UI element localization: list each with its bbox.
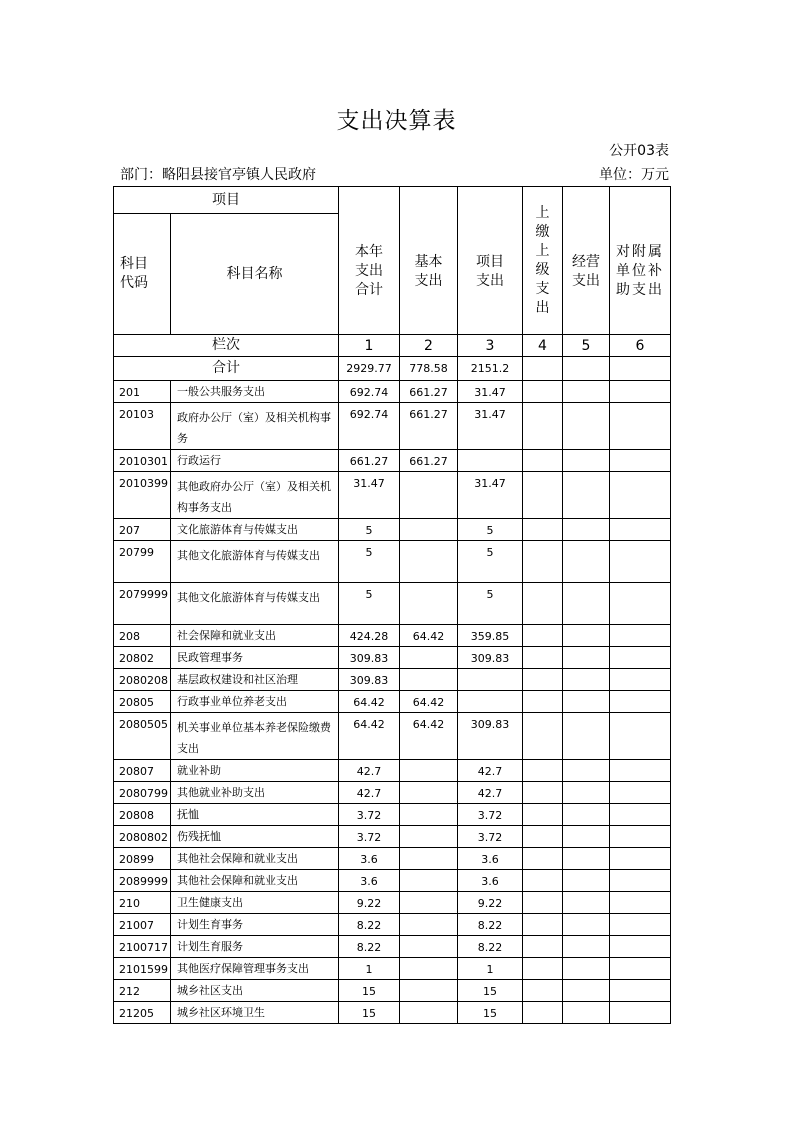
row-value bbox=[610, 669, 671, 691]
total-value: 2151.2 bbox=[458, 357, 523, 381]
row-value: 42.7 bbox=[458, 782, 523, 804]
row-value bbox=[563, 625, 610, 647]
table-row bbox=[114, 583, 671, 625]
row-value bbox=[523, 519, 563, 541]
row-value bbox=[523, 669, 563, 691]
row-value bbox=[523, 958, 563, 980]
total-value: 778.58 bbox=[400, 357, 458, 381]
lanci-num: 2 bbox=[400, 335, 458, 357]
row-value: 15 bbox=[339, 1002, 400, 1024]
row-value bbox=[400, 804, 458, 826]
row-value bbox=[563, 760, 610, 782]
row-name: 其他医疗保障管理事务支出 bbox=[171, 958, 339, 980]
row-value: 692.74 bbox=[339, 403, 400, 450]
table-row bbox=[114, 892, 671, 914]
header-col4: 上缴上级支出 bbox=[523, 187, 563, 335]
row-value: 5 bbox=[339, 583, 400, 625]
row-value: 9.22 bbox=[458, 892, 523, 914]
row-value: 8.22 bbox=[339, 914, 400, 936]
row-value bbox=[610, 625, 671, 647]
total-row bbox=[114, 357, 671, 381]
row-value bbox=[610, 519, 671, 541]
row-code: 2080802 bbox=[114, 826, 171, 848]
row-value: 1 bbox=[339, 958, 400, 980]
table-row bbox=[114, 958, 671, 980]
row-code: 20808 bbox=[114, 804, 171, 826]
table-row bbox=[114, 647, 671, 669]
row-value bbox=[523, 713, 563, 760]
lanci-row bbox=[114, 335, 671, 357]
row-value: 31.47 bbox=[339, 472, 400, 519]
row-code: 2080208 bbox=[114, 669, 171, 691]
row-value bbox=[610, 870, 671, 892]
row-value bbox=[610, 760, 671, 782]
row-value bbox=[523, 381, 563, 403]
row-value bbox=[563, 472, 610, 519]
row-value bbox=[400, 519, 458, 541]
row-name: 基层政权建设和社区治理 bbox=[171, 669, 339, 691]
header-col5: 经营支出 bbox=[563, 187, 610, 335]
row-value: 661.27 bbox=[400, 381, 458, 403]
row-value bbox=[563, 958, 610, 980]
table-row bbox=[114, 472, 671, 519]
row-name: 行政事业单位养老支出 bbox=[171, 691, 339, 713]
row-value: 309.83 bbox=[339, 647, 400, 669]
row-value bbox=[400, 826, 458, 848]
row-value: 42.7 bbox=[458, 760, 523, 782]
row-value: 309.83 bbox=[458, 713, 523, 760]
row-value bbox=[400, 472, 458, 519]
total-value bbox=[523, 357, 563, 381]
row-value: 3.6 bbox=[458, 870, 523, 892]
row-value bbox=[563, 691, 610, 713]
row-value bbox=[523, 914, 563, 936]
lanci-num: 5 bbox=[563, 335, 610, 357]
row-value bbox=[523, 1002, 563, 1024]
lanci-num: 1 bbox=[339, 335, 400, 357]
unit-label: 单位：万元 bbox=[599, 167, 669, 183]
row-value: 5 bbox=[458, 519, 523, 541]
row-value bbox=[523, 936, 563, 958]
row-value bbox=[400, 1002, 458, 1024]
row-name: 政府办公厅（室）及相关机构事务 bbox=[171, 403, 339, 450]
row-value: 8.22 bbox=[339, 936, 400, 958]
row-value bbox=[563, 381, 610, 403]
row-value bbox=[563, 848, 610, 870]
lanci-num: 3 bbox=[458, 335, 523, 357]
row-value bbox=[400, 870, 458, 892]
row-value bbox=[563, 1002, 610, 1024]
page-title: 支出决算表 bbox=[336, 108, 457, 134]
row-value: 42.7 bbox=[339, 782, 400, 804]
row-value bbox=[458, 691, 523, 713]
row-name: 其他就业补助支出 bbox=[171, 782, 339, 804]
row-value bbox=[400, 958, 458, 980]
row-code: 20805 bbox=[114, 691, 171, 713]
total-value: 2929.77 bbox=[339, 357, 400, 381]
row-value: 309.83 bbox=[339, 669, 400, 691]
row-value bbox=[458, 669, 523, 691]
table-row bbox=[114, 625, 671, 647]
row-value bbox=[563, 669, 610, 691]
row-code: 20103 bbox=[114, 403, 171, 450]
row-value bbox=[610, 403, 671, 450]
row-value: 3.72 bbox=[339, 826, 400, 848]
row-value: 309.83 bbox=[458, 647, 523, 669]
row-code: 2100717 bbox=[114, 936, 171, 958]
row-name: 文化旅游体育与传媒支出 bbox=[171, 519, 339, 541]
row-name: 一般公共服务支出 bbox=[171, 381, 339, 403]
table-row bbox=[114, 936, 671, 958]
row-name: 其他文化旅游体育与传媒支出 bbox=[171, 541, 339, 583]
department-label: 部门：略阳县接官亭镇人民政府 bbox=[120, 167, 316, 183]
row-code: 20799 bbox=[114, 541, 171, 583]
row-name: 城乡社区支出 bbox=[171, 980, 339, 1002]
row-value: 661.27 bbox=[400, 450, 458, 472]
row-name: 社会保障和就业支出 bbox=[171, 625, 339, 647]
row-code: 201 bbox=[114, 381, 171, 403]
table-row bbox=[114, 1002, 671, 1024]
row-value: 31.47 bbox=[458, 403, 523, 450]
table-row bbox=[114, 782, 671, 804]
row-name: 计划生育服务 bbox=[171, 936, 339, 958]
row-name: 城乡社区环境卫生 bbox=[171, 1002, 339, 1024]
total-value bbox=[610, 357, 671, 381]
row-value: 5 bbox=[458, 541, 523, 583]
row-value: 5 bbox=[339, 519, 400, 541]
row-code: 212 bbox=[114, 980, 171, 1002]
row-value bbox=[610, 804, 671, 826]
row-value: 3.72 bbox=[458, 804, 523, 826]
row-value bbox=[400, 647, 458, 669]
row-value bbox=[563, 450, 610, 472]
row-name: 伤残抚恤 bbox=[171, 826, 339, 848]
row-value bbox=[563, 804, 610, 826]
row-value bbox=[610, 958, 671, 980]
row-value bbox=[400, 936, 458, 958]
row-name: 机关事业单位基本养老保险缴费支出 bbox=[171, 713, 339, 760]
table-row bbox=[114, 980, 671, 1002]
row-value bbox=[610, 472, 671, 519]
row-value: 3.72 bbox=[458, 826, 523, 848]
row-value: 424.28 bbox=[339, 625, 400, 647]
row-value bbox=[523, 450, 563, 472]
row-value bbox=[563, 914, 610, 936]
row-code: 21007 bbox=[114, 914, 171, 936]
row-value bbox=[400, 583, 458, 625]
row-value bbox=[563, 647, 610, 669]
row-value bbox=[523, 583, 563, 625]
header-col3: 项目支出 bbox=[458, 187, 523, 335]
header-name: 科目名称 bbox=[171, 214, 339, 335]
total-value bbox=[563, 357, 610, 381]
row-value bbox=[523, 892, 563, 914]
row-value bbox=[563, 782, 610, 804]
lanci-num: 4 bbox=[523, 335, 563, 357]
row-value bbox=[523, 647, 563, 669]
row-value bbox=[610, 936, 671, 958]
header-col2: 基本支出 bbox=[400, 187, 458, 335]
row-value: 661.27 bbox=[339, 450, 400, 472]
row-code: 210 bbox=[114, 892, 171, 914]
row-value bbox=[523, 870, 563, 892]
header-col1: 本年支出合计 bbox=[339, 187, 400, 335]
row-value: 3.6 bbox=[339, 870, 400, 892]
total-label: 合计 bbox=[114, 357, 339, 381]
row-value: 64.42 bbox=[339, 713, 400, 760]
row-value bbox=[610, 980, 671, 1002]
row-value bbox=[563, 870, 610, 892]
row-value: 42.7 bbox=[339, 760, 400, 782]
header-project: 项目 bbox=[114, 187, 339, 214]
row-value bbox=[610, 583, 671, 625]
row-value bbox=[610, 1002, 671, 1024]
row-name: 民政管理事务 bbox=[171, 647, 339, 669]
row-code: 2010301 bbox=[114, 450, 171, 472]
header-col6: 对附属单位补助支出 bbox=[610, 187, 671, 335]
row-value bbox=[563, 403, 610, 450]
row-value bbox=[563, 713, 610, 760]
row-code: 2010399 bbox=[114, 472, 171, 519]
table-row bbox=[114, 804, 671, 826]
row-value bbox=[523, 541, 563, 583]
row-value bbox=[610, 713, 671, 760]
row-value: 64.42 bbox=[400, 625, 458, 647]
row-value bbox=[400, 914, 458, 936]
row-value bbox=[400, 892, 458, 914]
row-value: 64.42 bbox=[339, 691, 400, 713]
row-value: 661.27 bbox=[400, 403, 458, 450]
row-name: 其他文化旅游体育与传媒支出 bbox=[171, 583, 339, 625]
row-name: 计划生育事务 bbox=[171, 914, 339, 936]
row-value bbox=[610, 647, 671, 669]
table-row bbox=[114, 848, 671, 870]
row-value bbox=[523, 980, 563, 1002]
expenditure-table bbox=[113, 186, 671, 1024]
row-code: 2080505 bbox=[114, 713, 171, 760]
row-value bbox=[400, 782, 458, 804]
row-value bbox=[523, 826, 563, 848]
row-value bbox=[523, 760, 563, 782]
row-value: 15 bbox=[458, 980, 523, 1002]
row-name: 行政运行 bbox=[171, 450, 339, 472]
row-value bbox=[523, 804, 563, 826]
row-value bbox=[523, 403, 563, 450]
row-value: 692.74 bbox=[339, 381, 400, 403]
row-name: 其他政府办公厅（室）及相关机构事务支出 bbox=[171, 472, 339, 519]
row-value: 64.42 bbox=[400, 713, 458, 760]
row-code: 208 bbox=[114, 625, 171, 647]
row-value bbox=[563, 519, 610, 541]
row-value bbox=[563, 892, 610, 914]
table-row bbox=[114, 760, 671, 782]
row-value: 31.47 bbox=[458, 472, 523, 519]
row-value: 3.6 bbox=[458, 848, 523, 870]
table-row bbox=[114, 450, 671, 472]
row-name: 卫生健康支出 bbox=[171, 892, 339, 914]
row-value: 9.22 bbox=[339, 892, 400, 914]
table-row bbox=[114, 826, 671, 848]
row-value bbox=[563, 541, 610, 583]
table-row bbox=[114, 519, 671, 541]
row-value: 359.85 bbox=[458, 625, 523, 647]
row-value bbox=[563, 826, 610, 848]
row-value: 15 bbox=[339, 980, 400, 1002]
row-value: 64.42 bbox=[400, 691, 458, 713]
row-value bbox=[563, 936, 610, 958]
row-value bbox=[610, 541, 671, 583]
row-value: 3.6 bbox=[339, 848, 400, 870]
row-value bbox=[458, 450, 523, 472]
row-code: 2080799 bbox=[114, 782, 171, 804]
row-value bbox=[563, 980, 610, 1002]
row-value bbox=[610, 381, 671, 403]
table-row bbox=[114, 403, 671, 450]
row-code: 20807 bbox=[114, 760, 171, 782]
row-code: 2101599 bbox=[114, 958, 171, 980]
row-code: 2079999 bbox=[114, 583, 171, 625]
row-value bbox=[610, 450, 671, 472]
table-row bbox=[114, 381, 671, 403]
row-value bbox=[610, 914, 671, 936]
table-row bbox=[114, 914, 671, 936]
row-value bbox=[610, 691, 671, 713]
lanci-label: 栏次 bbox=[114, 335, 339, 357]
row-value bbox=[400, 980, 458, 1002]
row-value bbox=[400, 848, 458, 870]
row-value bbox=[523, 691, 563, 713]
row-value: 31.47 bbox=[458, 381, 523, 403]
table-row bbox=[114, 691, 671, 713]
row-value: 5 bbox=[458, 583, 523, 625]
row-value bbox=[400, 541, 458, 583]
row-value bbox=[610, 782, 671, 804]
row-value: 3.72 bbox=[339, 804, 400, 826]
header-code: 科目代码 bbox=[114, 214, 171, 335]
row-value bbox=[523, 782, 563, 804]
row-value: 1 bbox=[458, 958, 523, 980]
row-code: 2089999 bbox=[114, 870, 171, 892]
table-row bbox=[114, 713, 671, 760]
row-name: 抚恤 bbox=[171, 804, 339, 826]
row-name: 其他社会保障和就业支出 bbox=[171, 848, 339, 870]
row-value: 8.22 bbox=[458, 914, 523, 936]
row-value bbox=[523, 625, 563, 647]
row-code: 20802 bbox=[114, 647, 171, 669]
row-value bbox=[563, 583, 610, 625]
row-value bbox=[400, 760, 458, 782]
row-code: 21205 bbox=[114, 1002, 171, 1024]
table-row bbox=[114, 669, 671, 691]
row-name: 其他社会保障和就业支出 bbox=[171, 870, 339, 892]
row-value bbox=[610, 826, 671, 848]
table-row bbox=[114, 870, 671, 892]
row-value bbox=[610, 892, 671, 914]
row-value: 8.22 bbox=[458, 936, 523, 958]
table-row bbox=[114, 541, 671, 583]
row-value: 5 bbox=[339, 541, 400, 583]
form-number: 公开03表 bbox=[609, 143, 669, 159]
row-code: 207 bbox=[114, 519, 171, 541]
row-name: 就业补助 bbox=[171, 760, 339, 782]
row-value bbox=[523, 848, 563, 870]
row-code: 20899 bbox=[114, 848, 171, 870]
row-value bbox=[523, 472, 563, 519]
lanci-num: 6 bbox=[610, 335, 671, 357]
row-value: 15 bbox=[458, 1002, 523, 1024]
row-value bbox=[400, 669, 458, 691]
row-value bbox=[610, 848, 671, 870]
